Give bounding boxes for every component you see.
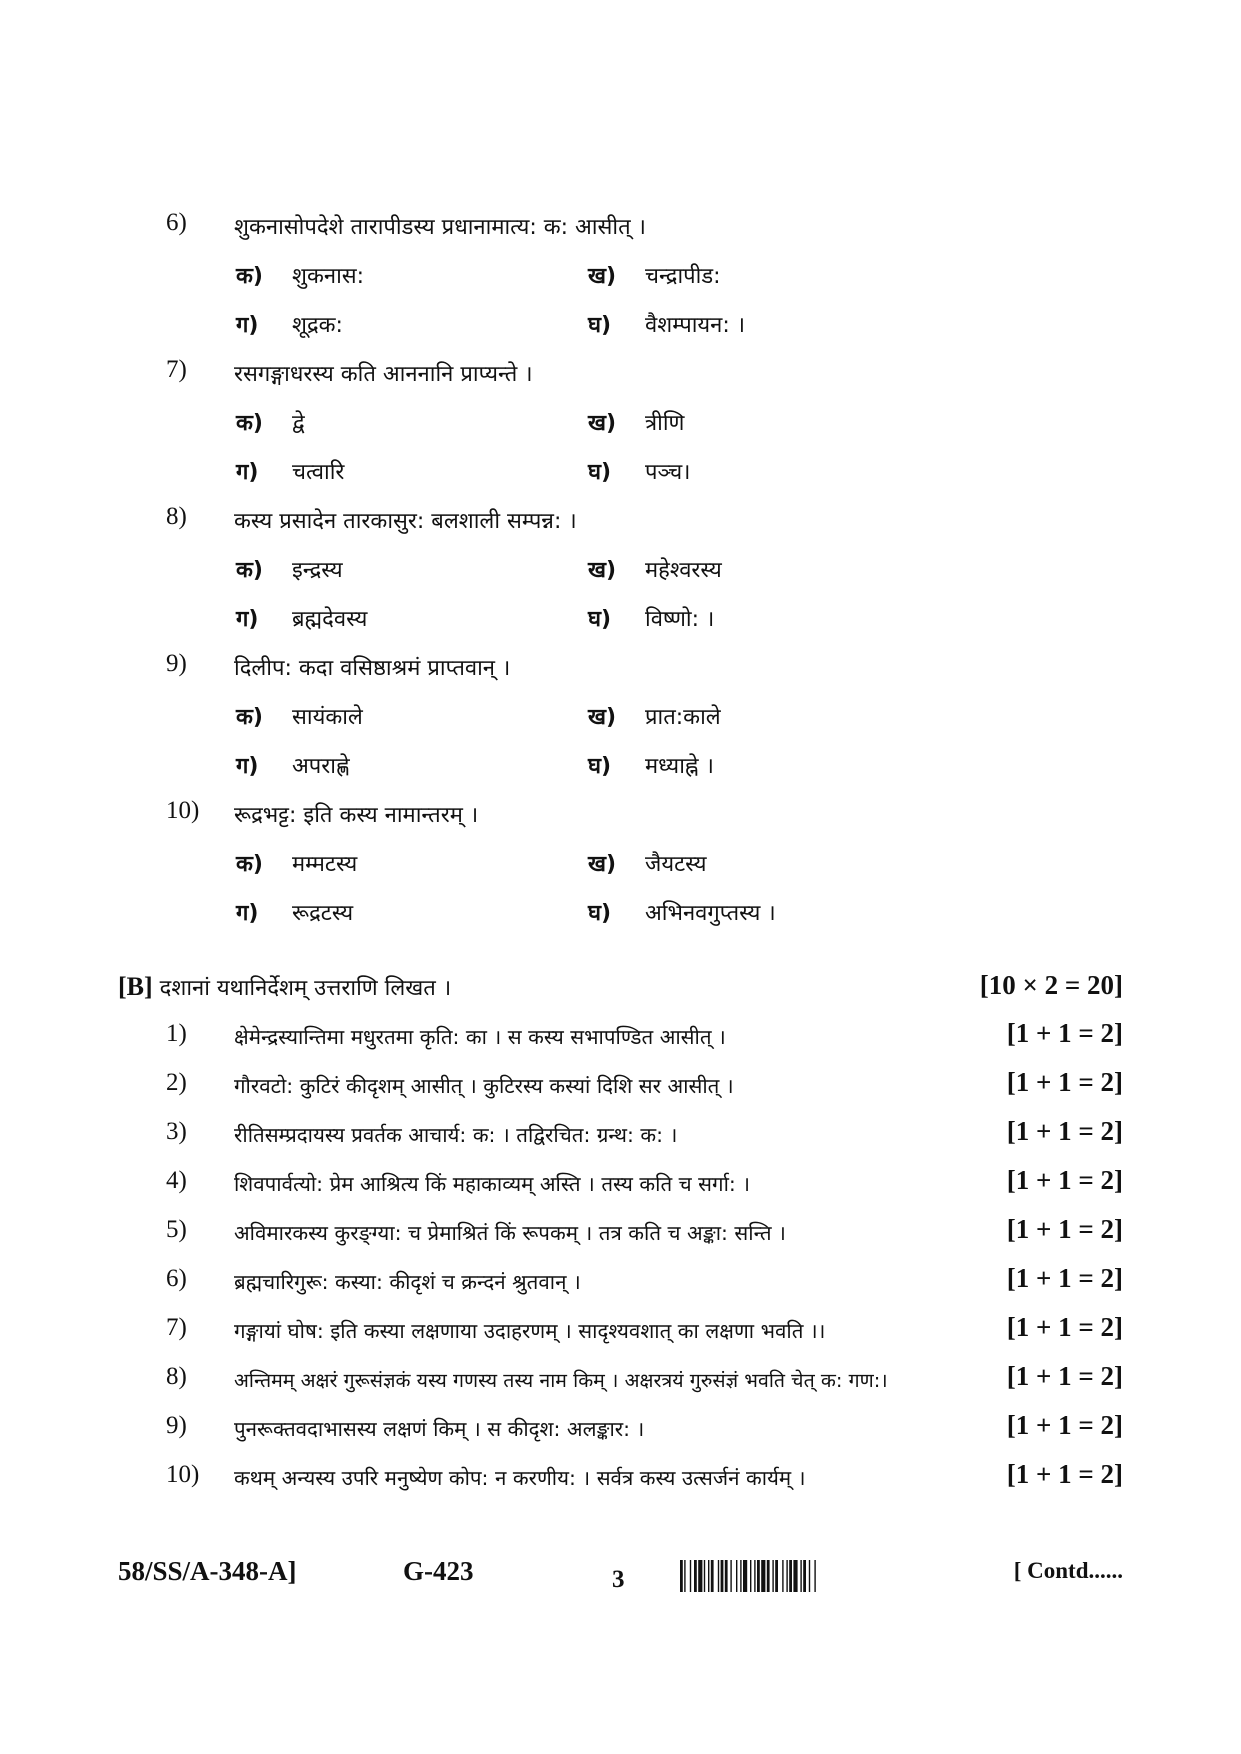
- question-marks: [1 + 1 = 2]: [1006, 1165, 1123, 1195]
- option-key: घ): [588, 754, 612, 779]
- question-text: कथम् अन्यस्य उपरि मनुष्येण कोप: न करणीय: । सर्वत्र कस्य उत्सर्जनं कार्यम् ।: [234, 1466, 806, 1490]
- question-number: 5): [166, 1216, 187, 1243]
- question-text: रसगङ्गाधरस्य कति आननानि प्राप्यन्ते ।: [234, 362, 533, 387]
- question-marks: [1 + 1 = 2]: [1006, 1263, 1123, 1293]
- option-key: घ): [588, 607, 612, 632]
- question-number: 7): [166, 1314, 187, 1341]
- option-text: शूद्रक:: [292, 313, 343, 338]
- question-text: क्षेमेन्द्रस्यान्तिमा मधुरतमा कृति: का । स कस्य सभापण्डित आसीत् ।: [234, 1025, 726, 1049]
- question-marks: [1 + 1 = 2]: [1006, 1312, 1123, 1342]
- question-number: 9): [166, 1412, 187, 1439]
- series-code: G-423: [403, 1556, 474, 1586]
- option-text: इन्द्रस्य: [292, 558, 343, 583]
- section-b-instruction: दशानां यथानिर्देशम् उत्तराणि लिखत ।: [159, 976, 452, 1001]
- option-text: प्रात:काले: [645, 705, 721, 730]
- option-text: महेश्वरस्य: [645, 558, 722, 583]
- section-b-heading: [118, 972, 451, 1002]
- option-key: ग): [236, 607, 259, 632]
- question-number: 10): [166, 1461, 200, 1488]
- section-b-tag: [B]: [118, 972, 153, 1001]
- question-text: दिलीप: कदा वसिष्ठाश्रमं प्राप्तवान् ।: [234, 656, 511, 681]
- question-marks: [1 + 1 = 2]: [1006, 1459, 1123, 1489]
- question-marks: [1 + 1 = 2]: [1006, 1116, 1123, 1146]
- option-text: मम्मटस्य: [292, 852, 358, 877]
- option-key: क): [236, 411, 263, 436]
- option-text: अभिनवगुप्तस्य ।: [645, 901, 776, 926]
- option-text: अपराह्णे: [292, 754, 350, 779]
- option-text: द्वे: [292, 411, 305, 436]
- question-text: पुनरूक्तवदाभासस्य लक्षणं किम् । स कीदृश: अलङ्कार: ।: [234, 1417, 645, 1441]
- option-text: शुकनास:: [292, 264, 365, 289]
- option-text: पञ्च।: [645, 460, 691, 485]
- question-marks: [1 + 1 = 2]: [1006, 1067, 1123, 1097]
- question-text: गौरवटो: कुटिरं कीदृशम् आसीत् । कुटिरस्य कस्यां दिशि सर आसीत् ।: [234, 1074, 734, 1098]
- option-key: क): [236, 558, 263, 583]
- question-number: 3): [166, 1118, 187, 1145]
- question-marks: [1 + 1 = 2]: [1006, 1018, 1123, 1048]
- question-text: गङ्गायां घोष: इति कस्या लक्षणाया उदाहरणम् । सादृश्यवशात् का लक्षणा भवति ।।: [234, 1319, 826, 1343]
- question-number: 1): [166, 1020, 187, 1047]
- question-text: रूद्रभट्ट: इति कस्य नामान्तरम् ।: [234, 803, 479, 828]
- question-number: 8): [166, 503, 187, 530]
- option-text: विष्णो: ।: [645, 607, 715, 632]
- option-key: ख): [588, 264, 617, 289]
- option-key: घ): [588, 460, 612, 485]
- question-marks: [1 + 1 = 2]: [1006, 1214, 1123, 1244]
- question-text: रीतिसम्प्रदायस्य प्रवर्तक आचार्य: क: । तद्विरचित: ग्रन्थ: क: ।: [234, 1123, 678, 1147]
- question-number: 8): [166, 1363, 187, 1390]
- option-text: रूद्रटस्य: [292, 901, 354, 926]
- question-number: 6): [166, 1265, 187, 1292]
- question-marks: [1 + 1 = 2]: [1006, 1410, 1123, 1440]
- question-text: शुकनासोपदेशे तारापीडस्य प्रधानामात्य: क: आसीत् ।: [234, 215, 646, 240]
- question-number: 7): [166, 356, 187, 383]
- page-number: 3: [612, 1566, 625, 1593]
- option-key: क): [236, 705, 263, 730]
- option-key: ग): [236, 754, 259, 779]
- question-text: कस्य प्रसादेन तारकासुर: बलशाली सम्पन्न: ।: [234, 509, 577, 534]
- option-text: मध्याह्ने ।: [645, 754, 714, 779]
- question-number: 4): [166, 1167, 187, 1194]
- continued-label: [ Contd......: [1013, 1558, 1123, 1583]
- option-key: ख): [588, 705, 617, 730]
- question-marks: [1 + 1 = 2]: [1006, 1361, 1123, 1391]
- option-text: ब्रह्मदेवस्य: [292, 607, 368, 632]
- option-text: चत्वारि: [292, 460, 345, 485]
- question-number: 2): [166, 1069, 187, 1096]
- barcode: [680, 1560, 890, 1592]
- option-text: चन्द्रापीड:: [645, 264, 721, 289]
- option-text: सायंकाले: [292, 705, 363, 730]
- question-text: शिवपार्वत्यो: प्रेम आश्रित्य किं महाकाव्यम् अस्ति । तस्य कति च सर्गा: ।: [234, 1172, 751, 1196]
- option-text: त्रीणि: [645, 411, 685, 436]
- option-key: ख): [588, 558, 617, 583]
- question-number: 9): [166, 650, 187, 677]
- question-text: अन्तिमम् अक्षरं गुरूसंज्ञकं यस्य गणस्य तस्य नाम किम् । अक्षरत्रयं गुरुसंज्ञं भवति चेत् क: गण:।: [234, 1369, 888, 1392]
- question-text: अविमारकस्य कुरङ्ग्या: च प्रेमाश्रितं किं रूपकम् । तत्र कति च अङ्का: सन्ति ।: [234, 1221, 786, 1245]
- question-number: 10): [166, 797, 200, 824]
- option-key: ख): [588, 411, 617, 436]
- option-key: क): [236, 264, 263, 289]
- option-text: जैयटस्य: [645, 852, 707, 877]
- question-number: 6): [166, 209, 187, 236]
- option-key: घ): [588, 313, 612, 338]
- option-key: ग): [236, 313, 259, 338]
- option-text: वैशम्पायन: ।: [645, 313, 746, 338]
- option-key: ख): [588, 852, 617, 877]
- option-key: ग): [236, 901, 259, 926]
- section-b-marks: [10 × 2 = 20]: [979, 970, 1123, 1000]
- option-key: क): [236, 852, 263, 877]
- option-key: ग): [236, 460, 259, 485]
- option-key: घ): [588, 901, 612, 926]
- question-text: ब्रह्मचारिगुरू: कस्या: कीदृशं च क्रन्दनं श्रुतवान् ।: [234, 1270, 581, 1294]
- paper-code: 58/SS/A-348-A]: [118, 1556, 297, 1586]
